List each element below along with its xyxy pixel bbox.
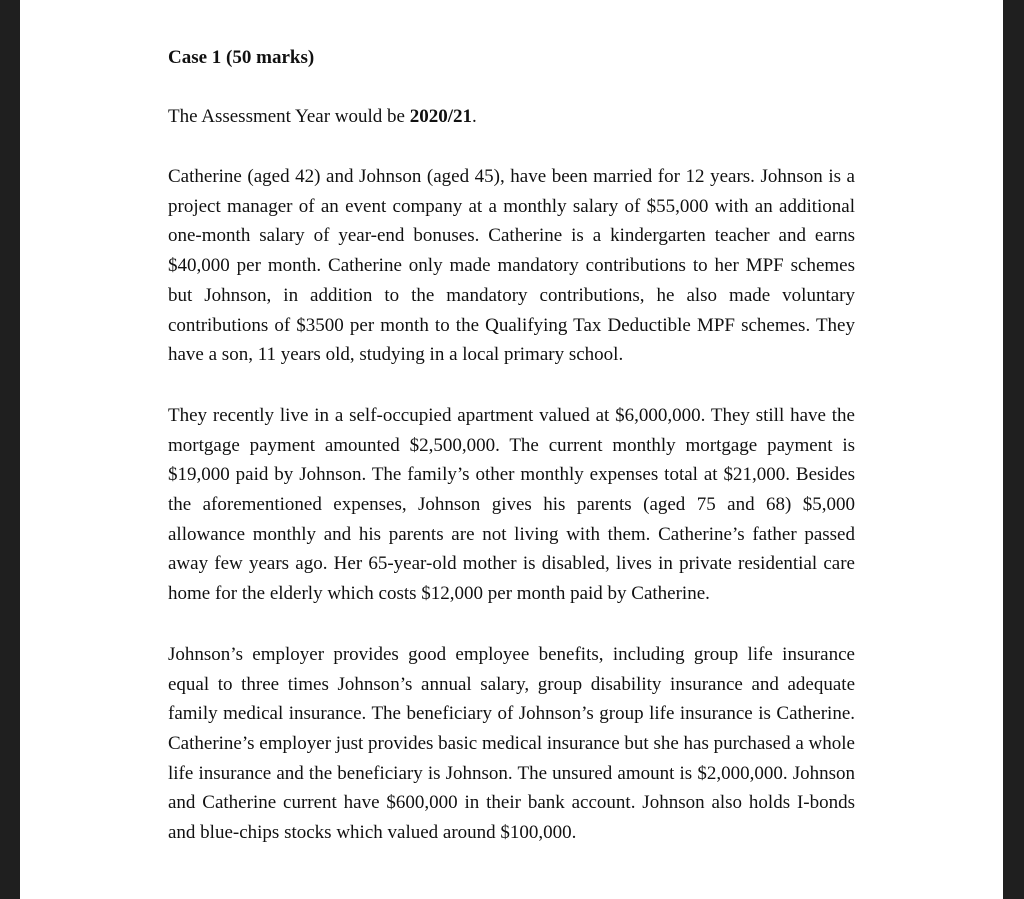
assessment-year-suffix: . — [471, 106, 477, 127]
case-heading: Case 1 (50 marks) — [168, 47, 315, 68]
document-page — [20, 0, 1003, 899]
document-content — [168, 44, 855, 848]
assessment-year-value: 2020/21 — [409, 106, 472, 127]
paragraph-expenses: They recently live in a self-occupied apartment valued at $6,000,000. They still have the mortgage payment amounted $2,500,000. The current monthly mortgage payment is $19,000 paid by Johnson. The family’s other monthly expenses total at $21,000. Besides the aforementioned expenses, Johnson gives his parents (aged 75 and 68) $5,000 allowance monthly and his parents are not living with them. Catherine’s father passed away few years ago. Her 65-year-old mother is disabled, lives in private residential care home for the elderly which costs $12,000 per month paid by Catherine. — [168, 404, 855, 605]
assessment-year-line — [168, 103, 855, 131]
paragraph-insurance: Johnson’s employer provides good employee benefits, including group life insurance equal to three times Johnson’s annual salary, group disability insurance and adequate family medical insurance. The beneficiary of Johnson’s group life insurance is Catherine. Catherine’s employer just provides basic medical insurance but she has purchased a whole life insurance and the beneficiary is Johnson. The unsured amount is $2,000,000. Johnson and Catherine current have $600,000 in their bank account. Johnson also holds I-bonds and blue-chips stocks which valued around $100,000. — [168, 643, 855, 844]
paragraph-family: Catherine (aged 42) and Johnson (aged 45), have been married for 12 years. Johnson is a project manager of an event company at a monthly salary of $55,000 with an additional one-month salary of year-end bonuses. Catherine is a kindergarten teacher and earns $40,000 per month. Catherine only made mandatory contributions to her MPF schemes but Johnson, in addition to the mandatory contributions, he also made voluntary contributions of $3500 per month to the Qualifying Tax Deductible MPF schemes. They have a son, 11 years old, studying in a local primary school. — [168, 166, 855, 366]
assessment-year-prefix: The Assessment Year would be — [168, 106, 410, 127]
